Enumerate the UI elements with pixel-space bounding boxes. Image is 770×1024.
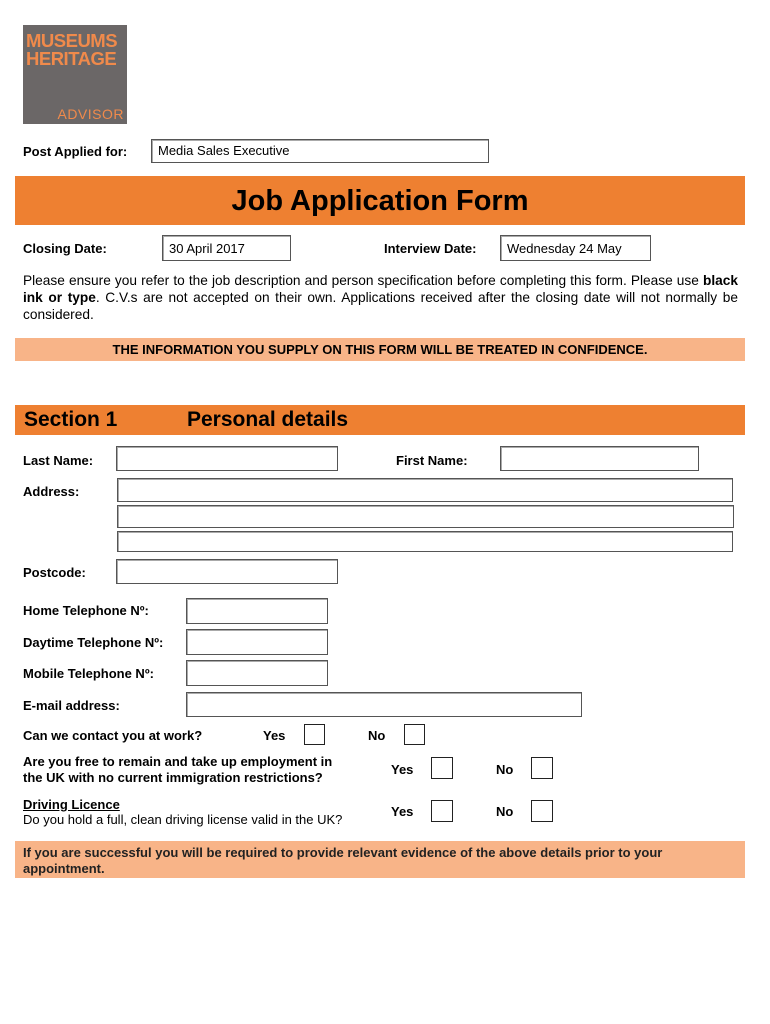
last-name-input[interactable] <box>116 446 338 471</box>
immigration-yes-label: Yes <box>391 762 414 777</box>
contact-at-work-yes-checkbox[interactable] <box>304 724 325 745</box>
daytime-telephone-label: Daytime Telephone Nº: <box>23 635 164 650</box>
logo-line-1: MUSEUMS <box>26 30 118 51</box>
intro-text-bold: black ink or type <box>23 273 738 305</box>
post-applied-field[interactable] <box>151 139 489 163</box>
museums-heritage-advisor-logo <box>23 25 127 124</box>
interview-date-field[interactable] <box>500 235 651 261</box>
immigration-no-label: No <box>496 762 514 777</box>
first-name-label: First Name: <box>396 453 468 468</box>
mobile-telephone-label: Mobile Telephone Nº: <box>23 666 154 681</box>
closing-date-field[interactable] <box>162 235 291 261</box>
immigration-question-line2: the UK with no current immigration restrictions? <box>23 770 323 785</box>
postcode-label: Postcode: <box>23 565 86 580</box>
address-line-1-input[interactable] <box>117 478 733 502</box>
post-applied-value: Media Sales Executive <box>158 143 290 158</box>
section-1-header <box>15 405 745 435</box>
interview-date-value: Wednesday 24 May <box>507 241 622 256</box>
confidence-banner-text: THE INFORMATION YOU SUPPLY ON THIS FORM WILL BE TREATED IN CONFIDENCE. <box>112 342 648 357</box>
driving-licence-question: Do you hold a full, clean driving license valid in the UK? <box>23 812 343 827</box>
section-number: Section 1 <box>24 408 118 431</box>
confidence-banner <box>15 338 745 361</box>
driving-licence-no-checkbox[interactable] <box>531 800 553 822</box>
home-telephone-input[interactable] <box>186 598 328 624</box>
interview-date-label: Interview Date: <box>384 241 477 256</box>
logo-line-3: ADVISOR <box>57 106 124 122</box>
address-label: Address: <box>23 484 80 499</box>
contact-at-work-no-checkbox[interactable] <box>404 724 425 745</box>
driving-licence-heading: Driving Licence <box>23 797 120 812</box>
closing-date-label: Closing Date: <box>23 241 107 256</box>
form-title: Job Application Form <box>231 185 529 217</box>
first-name-input[interactable] <box>500 446 699 471</box>
email-label: E-mail address: <box>23 698 120 713</box>
contact-at-work-no-label: No <box>368 728 386 743</box>
last-name-label: Last Name: <box>23 453 94 468</box>
immigration-yes-checkbox[interactable] <box>431 757 453 779</box>
driving-licence-yes-checkbox[interactable] <box>431 800 453 822</box>
intro-text-part2: . C.V.s are not accepted on their own. Applications received after the closing date will not normally be considered. <box>23 290 738 322</box>
address-line-2-input[interactable] <box>117 505 734 528</box>
contact-at-work-yes-label: Yes <box>263 728 286 743</box>
evidence-note-text: If you are successful you will be required to provide relevant evidence of the above details prior to your appointment. <box>23 845 663 876</box>
email-input[interactable] <box>186 692 582 717</box>
evidence-note-banner <box>15 841 745 878</box>
driving-licence-no-label: No <box>496 804 514 819</box>
daytime-telephone-input[interactable] <box>186 629 328 655</box>
intro-paragraph <box>23 272 738 323</box>
address-line-3-input[interactable] <box>117 531 733 552</box>
intro-text-part1: Please ensure you refer to the job description and person specification before completing this form. Please use <box>23 273 703 288</box>
postcode-input[interactable] <box>116 559 338 584</box>
form-title-banner <box>15 176 745 225</box>
immigration-question-line1: Are you free to remain and take up employment in <box>23 754 333 769</box>
logo-line-2: HERITAGE <box>26 48 117 69</box>
home-telephone-label: Home Telephone Nº: <box>23 603 149 618</box>
section-title: Personal details <box>187 408 349 431</box>
mobile-telephone-input[interactable] <box>186 660 328 686</box>
contact-at-work-question: Can we contact you at work? <box>23 728 203 743</box>
immigration-no-checkbox[interactable] <box>531 757 553 779</box>
closing-date-value: 30 April 2017 <box>169 241 245 256</box>
driving-licence-yes-label: Yes <box>391 804 414 819</box>
post-applied-label: Post Applied for: <box>23 144 128 159</box>
